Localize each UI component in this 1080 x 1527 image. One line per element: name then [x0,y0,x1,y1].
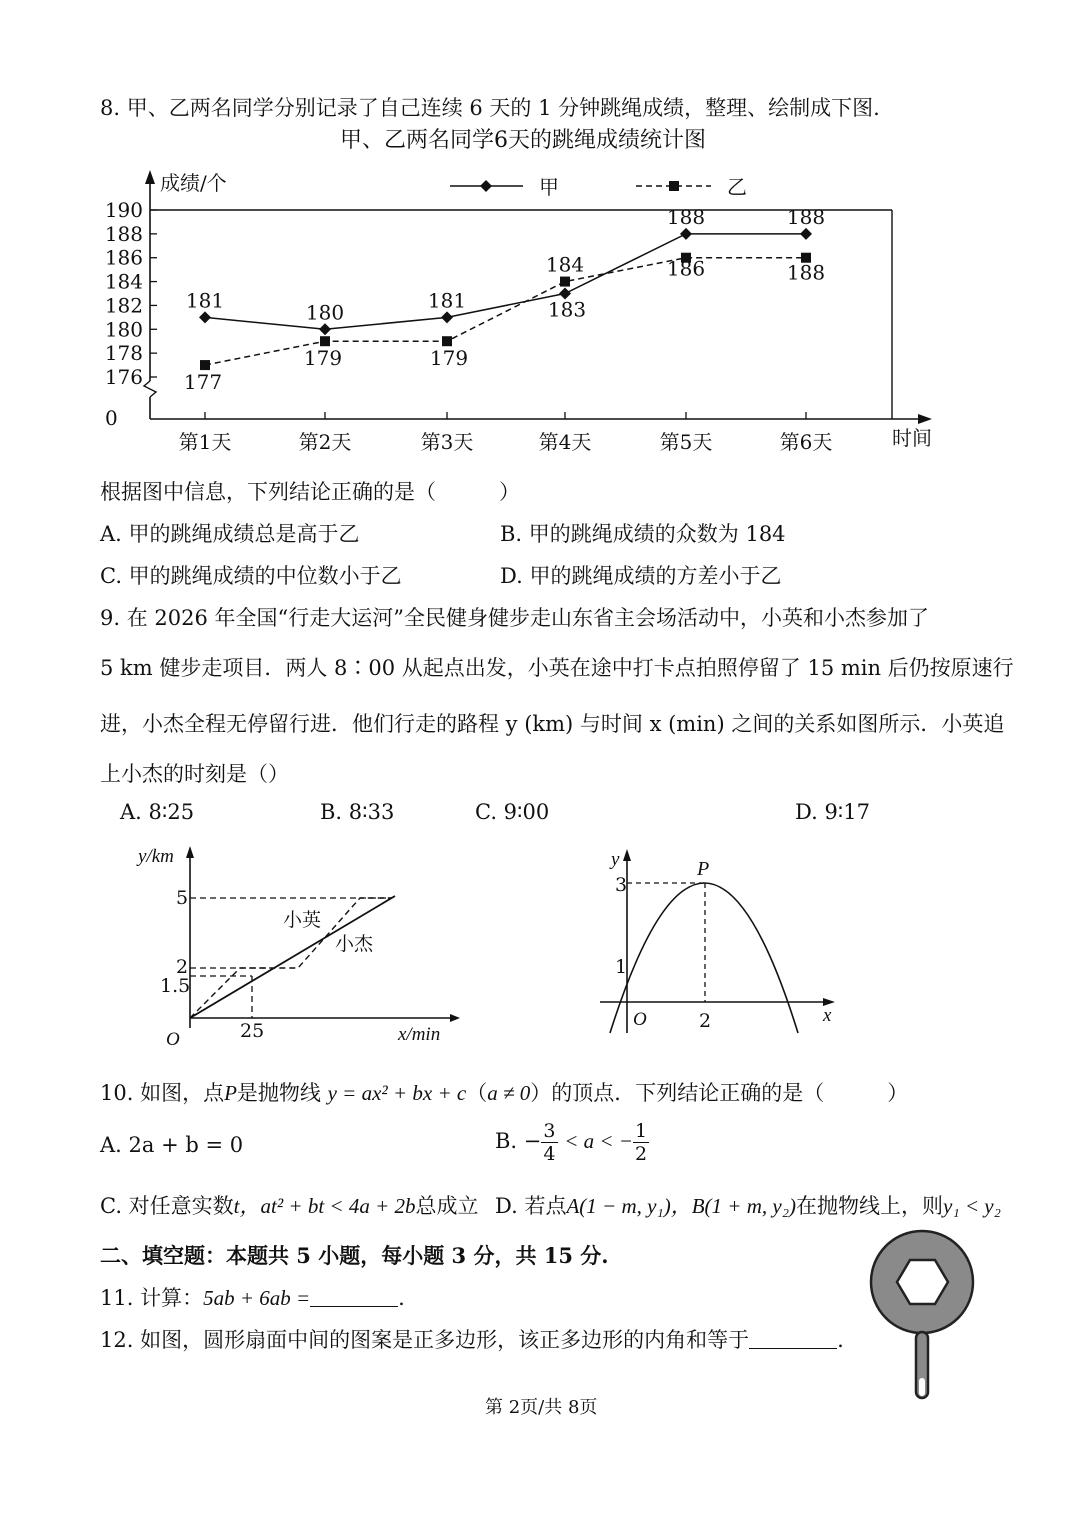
series-jia-point [319,323,331,335]
q8-line-chart [95,122,965,462]
origin-label: O [633,1009,647,1030]
axis-break-icon [144,381,156,397]
data-label-yi: 184 [545,252,585,277]
q12: 12. 如图，圆形扇面中间的图案是正多边形，该正多边形的内角和等于 . [100,1328,844,1352]
x-axis-arrow-icon [450,1014,460,1022]
data-label-jia: 181 [427,288,467,313]
y-label-1.5: 1.5 [160,975,191,997]
x-axis-label: x [823,1005,832,1026]
page-footer: 第 2页/共 8页 [485,1397,598,1418]
x-tick-label: 第4天 [538,430,592,454]
q10-option-a[interactable]: A. 2a + b = 0 [100,1133,244,1157]
y-label-5: 5 [176,887,189,909]
legend-jia-diamond-icon [480,180,492,192]
x-label-2: 2 [699,1010,712,1032]
y-axis-label: y [611,849,620,870]
q11: 11. 计算：5ab + 6ab = . [100,1286,405,1310]
series-jia-point [680,228,692,240]
series-yi-point [320,336,330,346]
y-tick-label: 178 [104,341,143,366]
y-label-1: 1 [615,956,628,978]
q9-line1: 9. 在 2026 年全国“行走大运河”全民健身健步走山东省主会场活动中，小英和小杰参加了 [100,606,929,630]
data-label-jia: 180 [305,300,345,325]
x-axis-label: 时间 [892,426,932,450]
q11-answer-blank[interactable] [310,1288,398,1307]
series-yi-point [200,360,210,370]
q10-stem: 10. 如图，点P是抛物线 y = ax² + bx + c（a ≠ 0）的顶点．下列结论正确的是（ ） [100,1081,909,1105]
y-tick-label: 188 [104,221,143,246]
x-tick-label: 第5天 [659,430,713,454]
x-tick-label: 第3天 [420,430,474,454]
y-axis-label: y/km [138,846,174,867]
data-label-yi: 188 [786,260,826,285]
q9-line4: 上小杰的时刻是（） [100,762,289,786]
vertex-label: P [697,858,710,880]
data-label-yi: 177 [183,370,223,395]
q9-distance-time-graph [130,840,460,1055]
y-axis-arrow-icon [186,846,194,858]
q8-option-b[interactable]: B. 甲的跳绳成绩的众数为 184 [500,522,786,546]
q8-option-a[interactable]: A. 甲的跳绳成绩总是高于乙 [100,522,360,546]
section2-heading: 二、填空题：本题共 5 小题，每小题 3 分，共 15 分. [100,1243,609,1268]
round-fan-figure [865,1228,980,1408]
xiaojie-label: 小杰 [335,933,374,955]
data-label-jia: 188 [666,204,706,229]
y-tick-label: 184 [104,269,143,294]
q10-parabola-graph [595,845,845,1045]
x-label-25: 25 [240,1020,265,1042]
series-jia-point [800,228,812,240]
x-axis-arrow-icon [918,414,932,424]
y-tick-label: 186 [104,245,143,270]
y-tick-0: 0 [105,406,118,430]
q8-option-c[interactable]: C. 甲的跳绳成绩的中位数小于乙 [100,564,402,588]
data-label-jia: 183 [547,297,587,322]
series-jia-point [441,311,453,323]
data-label-yi: 179 [429,346,469,371]
y-tick-label: 190 [104,198,143,222]
y-tick-label: 182 [104,293,143,318]
legend-jia-label: 甲 [539,175,559,199]
x-tick-label: 第2天 [298,430,352,454]
data-label-jia: 181 [185,288,225,313]
q10-option-c[interactable]: C. 对任意实数t，at² + bt < 4a + 2b总成立 [100,1194,479,1218]
series-yi-point [560,277,570,287]
x-axis-label: x/min [398,1024,441,1045]
y-label-3: 3 [615,874,628,896]
x-tick-label: 第6天 [779,430,833,454]
q9-option-c[interactable]: C. 9∶00 [475,800,550,824]
q8-question: 根据图中信息，下列结论正确的是（ ） [100,480,520,504]
q8-option-d[interactable]: D. 甲的跳绳成绩的方差小于乙 [500,564,782,588]
q10-option-d[interactable]: D. 若点A(1 − m, y₁)，B(1 + m, y₂)在抛物线上，则y₁ < y₂ [495,1194,1001,1218]
q10-option-b[interactable]: B. − $\frac{3}{4}$ < a < − $\frac{1}{2}$ [495,1120,648,1165]
legend-yi-label: 乙 [727,175,747,199]
y-label-2: 2 [176,956,189,978]
series-yi-point [442,336,452,346]
series-jia-line [205,234,806,329]
legend-yi-square-icon [669,181,679,191]
y-axis-arrow-icon [145,170,155,184]
data-label-jia: 188 [786,204,826,229]
q9-line3: 进，小杰全程无停留行进．他们行走的路程 y (km) 与时间 x (min) 之间的关系如图所示．小英追 [100,712,1005,736]
data-label-yi: 179 [303,346,343,371]
x-tick-label: 第1天 [178,430,232,454]
xiaoying-label: 小英 [283,909,322,931]
q9-line2: 5 km 健步走项目．两人 8∶00 从起点出发，小英在途中打卡点拍照停留了 15 min 后仍按原速行 [100,656,1014,680]
q9-option-d[interactable]: D. 9∶17 [795,800,870,824]
series-jia-point [199,311,211,323]
q9-option-b[interactable]: B. 8∶33 [320,800,395,824]
y-tick-label: 176 [104,365,143,389]
hexagon-icon [897,1260,948,1304]
y-axis-arrow-icon [623,849,631,861]
chart-title: 甲、乙两名同学6天的跳绳成绩统计图 [340,128,706,153]
series-yi-line [205,258,806,365]
y-axis-label: 成绩/个 [160,171,227,195]
y-tick-label: 180 [104,317,143,342]
data-label-yi: 186 [666,256,706,281]
q12-answer-blank[interactable] [749,1330,837,1349]
q8-stem: 8. 甲、乙两名同学分别记录了自己连续 6 天的 1 分钟跳绳成绩，整理、绘制成下图. [100,96,880,120]
origin-label: O [166,1029,180,1050]
q9-option-a[interactable]: A. 8∶25 [120,800,195,824]
